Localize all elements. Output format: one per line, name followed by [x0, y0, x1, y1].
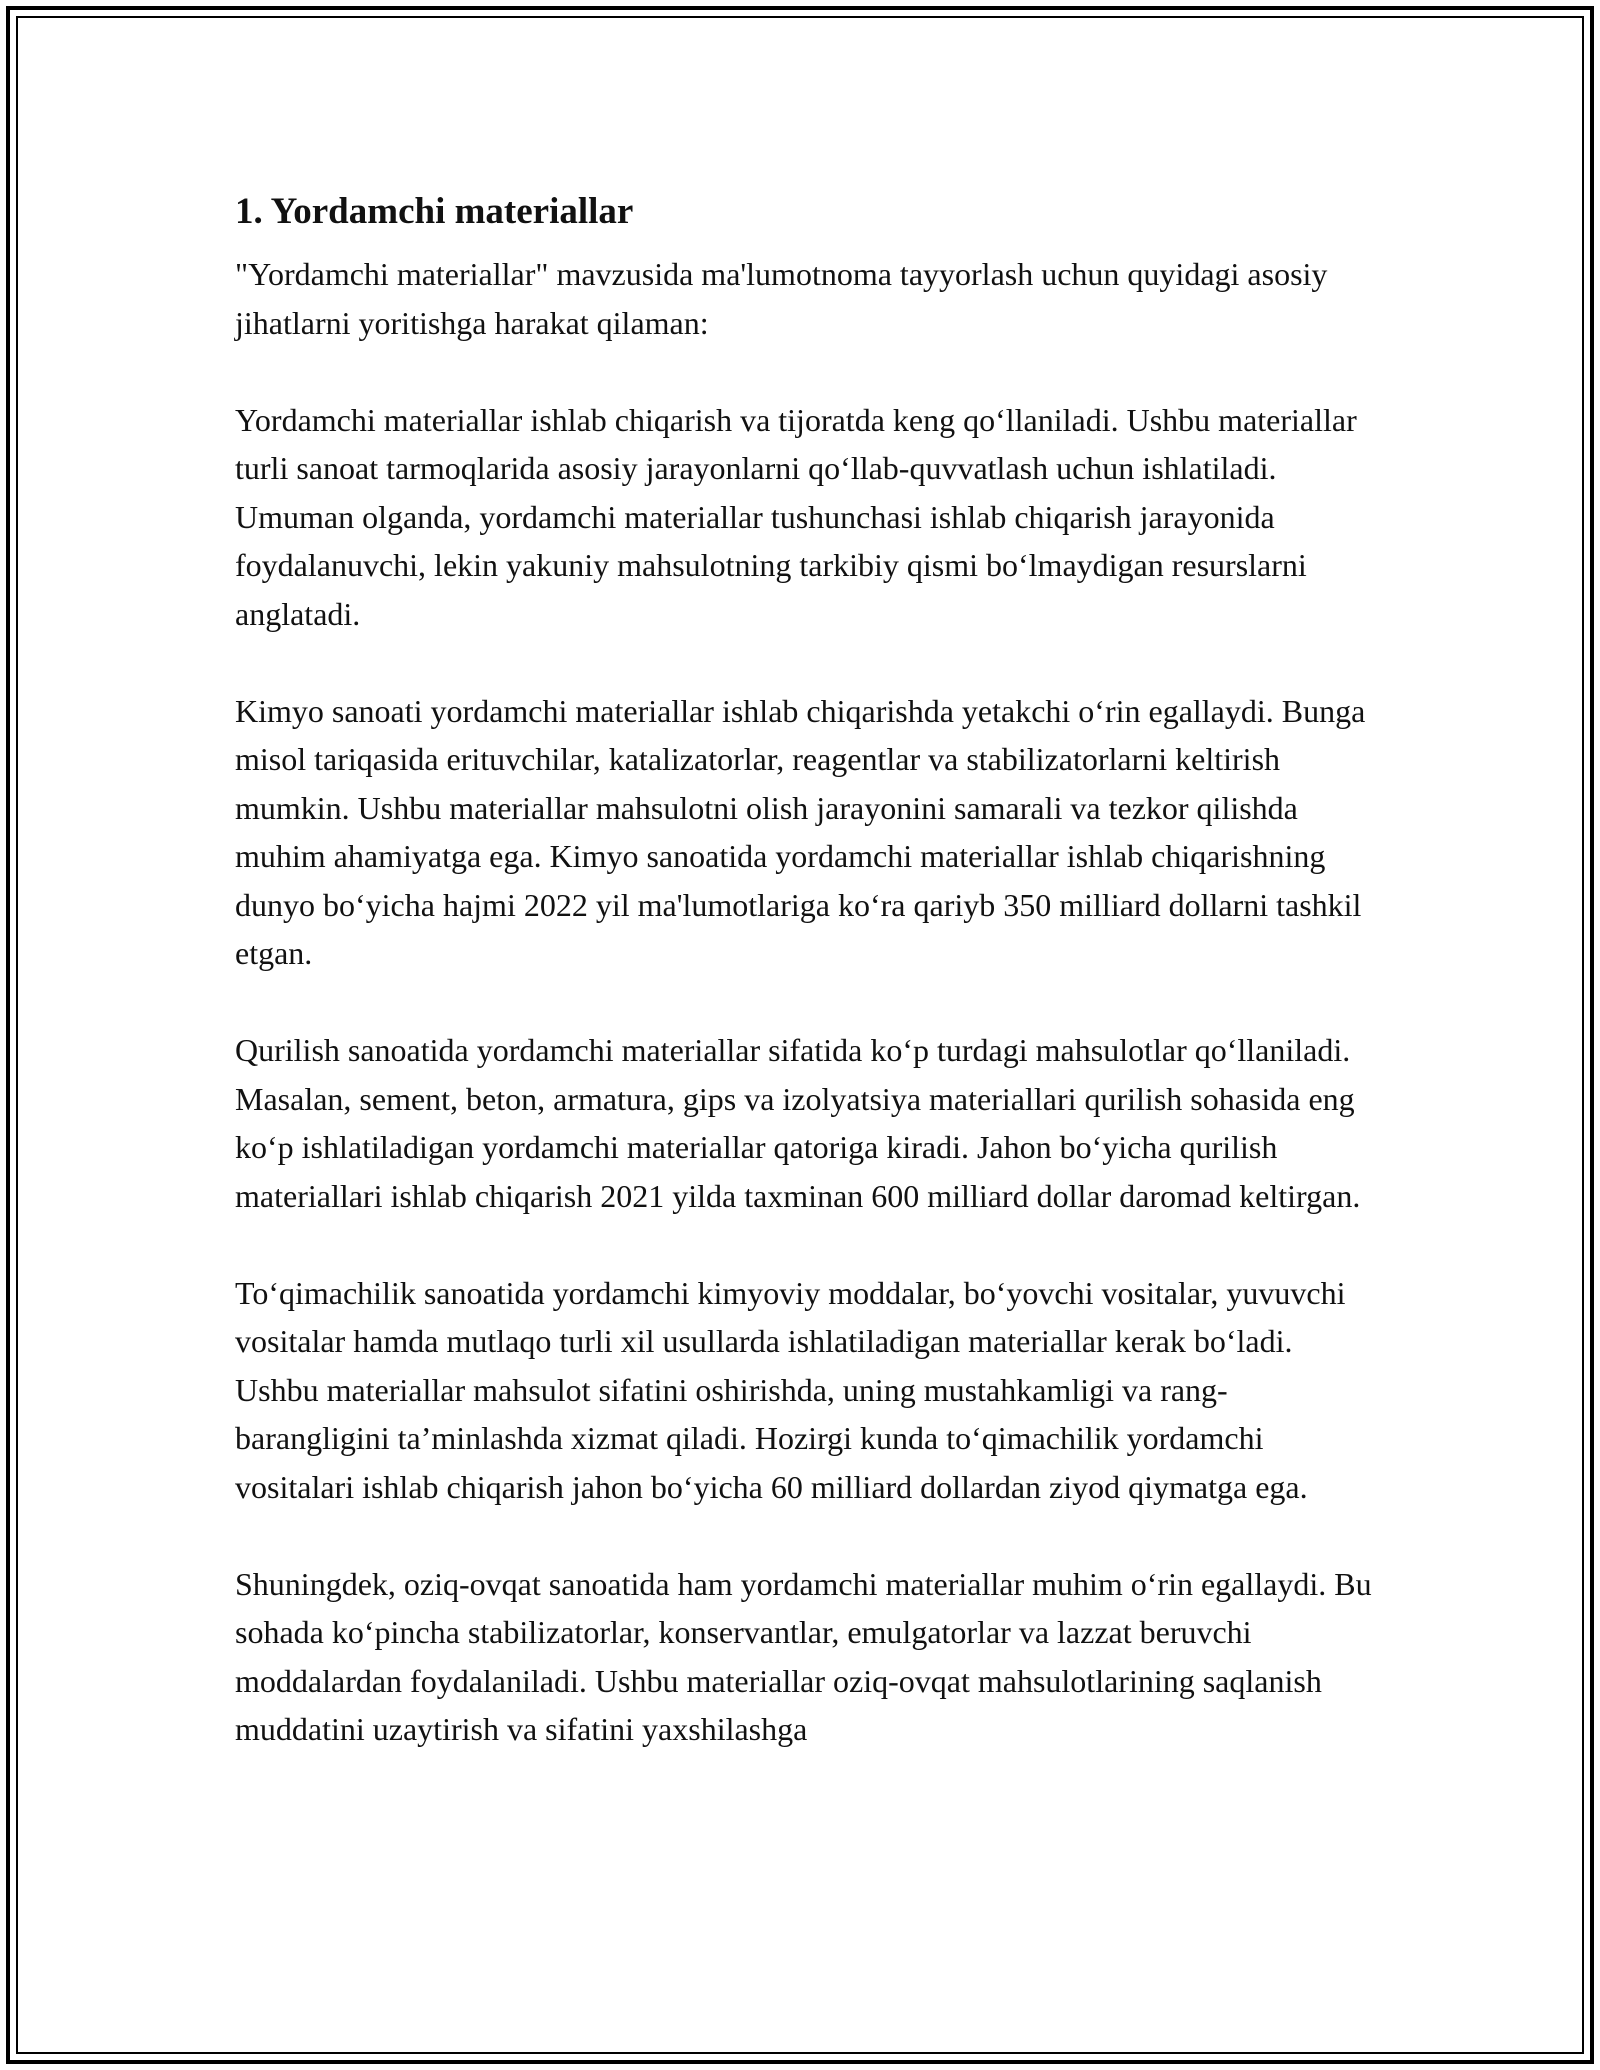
- paragraph-intro: "Yordamchi materiallar" mavzusida ma'lumotnoma tayyorlash uchun quyidagi asosiy jihatlarni yoritishga harakat qilaman:: [235, 256, 1328, 341]
- paragraph-chemical-industry: Kimyo sanoati yordamchi materiallar ishlab chiqarishda yetakchi o‘rin egallaydi. Bunga misol tariqasida erituvchilar, katalizatorlar, reagentlar va stabilizatorlarni keltirish mumkin. Ushbu materiallar mahsulotni olish jarayonini samarali va tezkor qilishda muhim ahamiyatga ega. Kimyo sanoatida yordamchi materiallar ishlab chiqarishning dunyo bo‘yicha hajmi 2022 yil ma'lumotlariga ko‘ra qariyb 350 milliard dollarni tashkil etgan.: [235, 692, 1366, 971]
- paragraph-textile-industry: To‘qimachilik sanoatida yordamchi kimyoviy moddalar, bo‘yovchi vositalar, yuvuvchi vositalar hamda mutlaqo turli xil usullarda ishlatiladigan materiallar kerak bo‘ladi. Ushbu materiallar mahsulot sifatini oshirishda, uning mustahkamligi va rang-barangligini ta’minlashda xizmat qiladi. Hozirgi kunda to‘qimachilik yordamchi vositalari ishlab chiqarish jahon bo‘yicha 60 milliard dollardan ziyod qiymatga ega.: [235, 1274, 1346, 1505]
- paragraph-construction-industry: Qurilish sanoatida yordamchi materiallar sifatida ko‘p turdagi mahsulotlar qo‘llaniladi. Masalan, sement, beton, armatura, gips va izolyatsiya materiallari qurilish sohasida eng ko‘p ishlatiladigan yordamchi materiallar qatoriga kiradi. Jahon bo‘yicha qurilish materiallari ishlab chiqarish 2021 yilda taxminan 600 milliard dollar daromad keltirgan.: [235, 1032, 1361, 1214]
- document-body: [235, 186, 1375, 1802]
- section-heading: 1. Yordamchi materiallar: [235, 191, 634, 232]
- paragraph-general: Yordamchi materiallar ishlab chiqarish va tijoratda keng qo‘llaniladi. Ushbu materiallar turli sanoat tarmoqlarida asosiy jarayonlarni qo‘llab-quvvatlash uchun ishlatiladi. Umuman olganda, yordamchi materiallar tushunchasi ishlab chiqarish jarayonida foydalanuvchi, lekin yakuniy mahsulotning tarkibiy qismi bo‘lmaydigan resurslarni anglatadi.: [235, 401, 1357, 632]
- paragraph-food-industry: Shuningdek, oziq-ovqat sanoatida ham yordamchi materiallar muhim o‘rin egallaydi. Bu sohada ko‘pincha stabilizatorlar, konservantlar, emulgatorlar va lazzat beruvchi moddalardan foydalaniladi. Ushbu materiallar oziq-ovqat mahsulotlarining saqlanish muddatini uzaytirish va sifatini yaxshilashga: [235, 1565, 1372, 1747]
